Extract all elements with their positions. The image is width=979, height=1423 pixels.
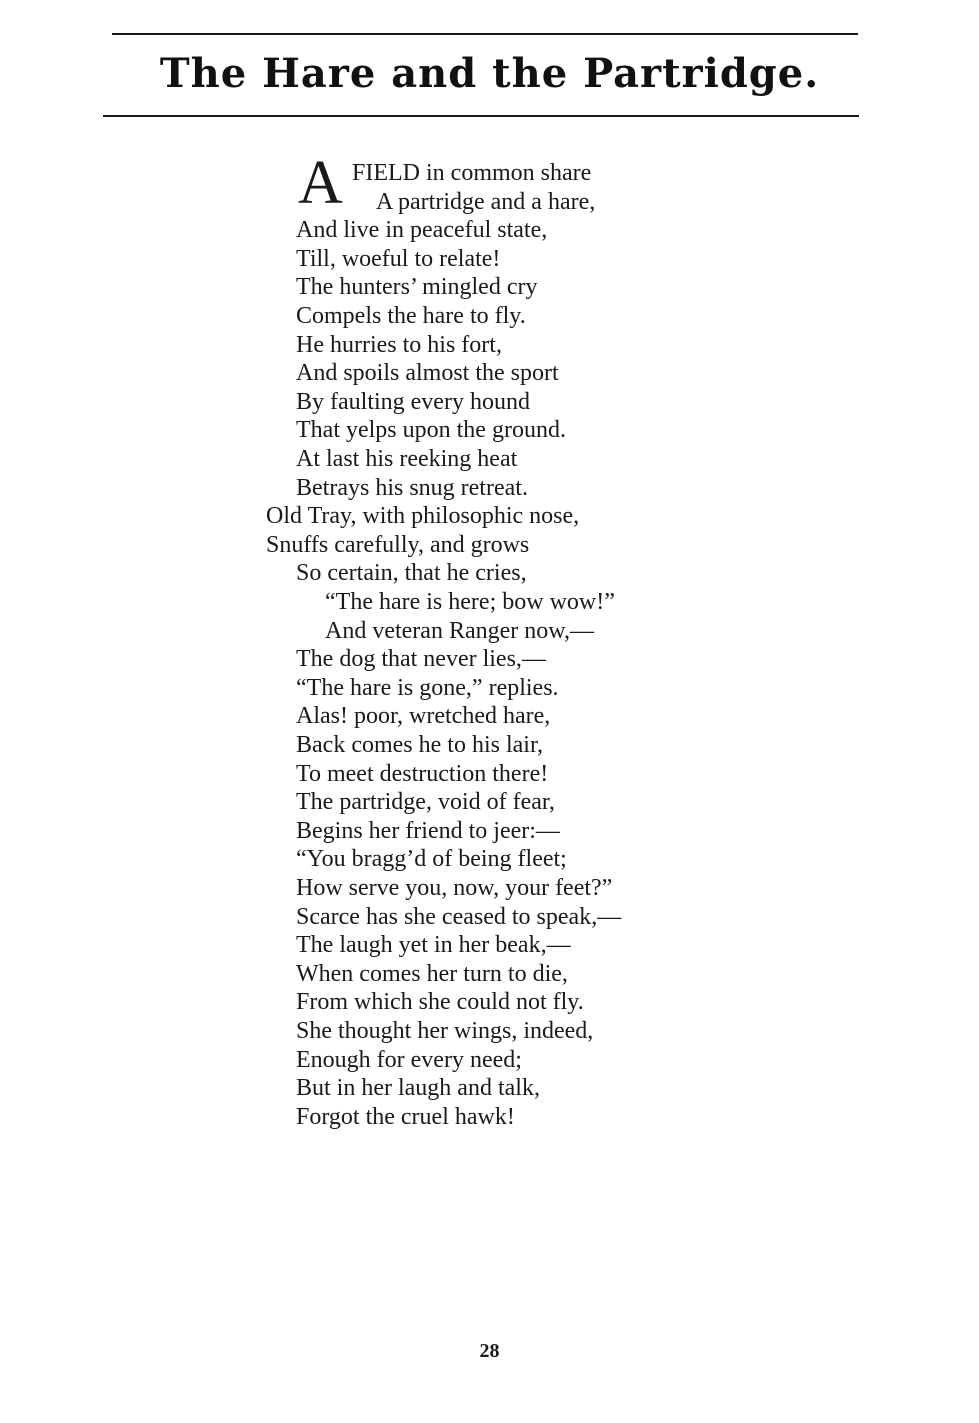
poem-line: That yelps upon the ground.	[296, 417, 566, 444]
poem-line: She thought her wings, indeed,	[296, 1018, 594, 1044]
poem-line: Begins her friend to jeer:—	[296, 817, 560, 844]
poem-line: Till, woeful to relate!	[296, 245, 501, 272]
poem-line: Scarce has she ceased to speak,—	[296, 903, 622, 930]
poem-line: “The hare is gone,” replies.	[296, 674, 559, 701]
poem-line: “You bragg’d of being fleet;	[296, 846, 567, 873]
poem-line: Betrays his snug retreat.	[296, 474, 528, 501]
poem-line: At last his reeking heat	[296, 446, 518, 472]
poem-line: The hunters’ mingled cry	[296, 274, 538, 301]
poem-line: Alas! poor, wretched hare,	[296, 703, 551, 730]
poem-line: Snuffs carefully, and grows	[266, 531, 530, 558]
page-number: 28	[479, 1340, 500, 1362]
poem-line: A partridge and a hare,	[376, 188, 596, 215]
page-title: The Hare and the Partridge.	[159, 50, 820, 97]
poem-line: Compels the hare to fly.	[296, 303, 526, 329]
poem-line: Enough for every need;	[296, 1046, 522, 1073]
poem-line: So certain, that he cries,	[296, 560, 527, 587]
poem-line: From which she could not fly.	[296, 989, 584, 1016]
poem-line: But in her laugh and talk,	[296, 1075, 540, 1102]
poem-line: By faulting every hound	[296, 388, 530, 415]
poem-line: How serve you, now, your feet?”	[296, 875, 613, 901]
poem-line: “The hare is here; bow wow!”	[325, 589, 615, 615]
poem-line: FIELD in common share	[352, 160, 592, 186]
poem-line: The dog that never lies,—	[296, 646, 546, 673]
poem-line: Old Tray, with philosophic nose,	[266, 503, 580, 530]
top-rule	[112, 33, 858, 35]
poem-line: Back comes he to his lair,	[296, 732, 543, 758]
drop-cap: A	[298, 149, 343, 217]
bottom-rule	[103, 115, 859, 117]
poem-line: To meet destruction there!	[296, 760, 549, 787]
poem-line: When comes her turn to die,	[296, 960, 568, 987]
poem-line: The partridge, void of fear,	[296, 789, 555, 816]
poem-line: The laugh yet in her beak,—	[296, 932, 571, 959]
poem-line: And live in peaceful state,	[296, 217, 548, 244]
poem-line: He hurries to his fort,	[296, 331, 502, 358]
poem-line: And spoils almost the sport	[296, 360, 559, 387]
poem-line: And veteran Ranger now,—	[325, 617, 595, 644]
poem-line: Forgot the cruel hawk!	[296, 1103, 515, 1130]
